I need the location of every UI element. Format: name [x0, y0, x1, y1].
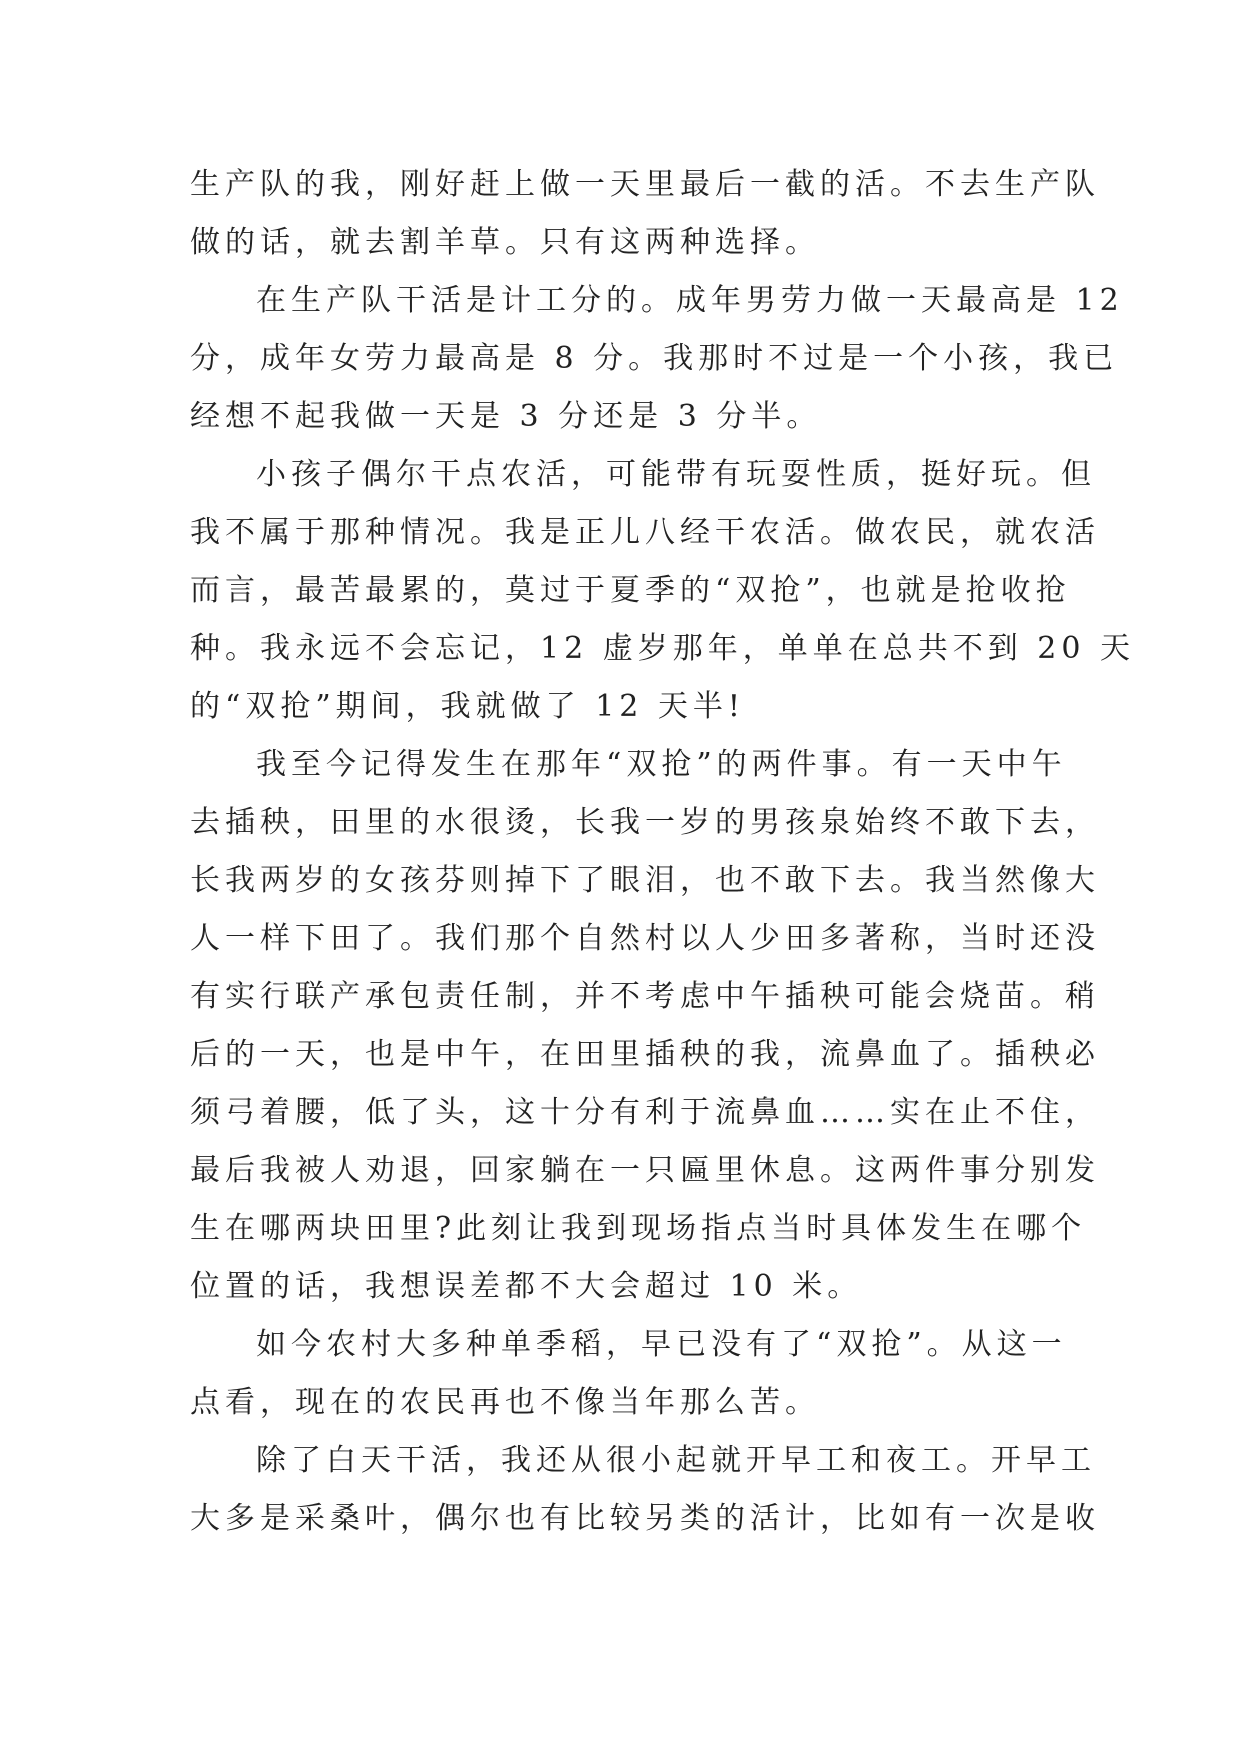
text-line: 点看，现在的农民再也不像当年那么苦。: [190, 1385, 820, 1420]
text-line: 后的一天，也是中午，在田里插秧的我，流鼻血了。插秧必: [190, 1037, 1100, 1072]
document-body: [190, 156, 1135, 1548]
text-line: 大多是采桑叶，偶尔也有比较另类的活计，比如有一次是收: [190, 1501, 1100, 1536]
text-line: 种。我永远不会忘记，12 虚岁那年，单单在总共不到 20 天: [190, 631, 1135, 666]
text-line: 分，成年女劳力最高是 8 分。我那时不过是一个小孩，我已: [190, 341, 1119, 376]
text-line: 在生产队干活是计工分的。成年男劳力做一天最高是 12: [256, 283, 1124, 318]
text-line: 如今农村大多种单季稻，早已没有了“双抢”。从这一: [256, 1327, 1067, 1362]
text-line: 生产队的我，刚好赶上做一天里最后一截的活。不去生产队: [190, 167, 1100, 202]
text-line: 最后我被人劝退，回家躺在一只匾里休息。这两件事分别发: [190, 1153, 1100, 1188]
text-line: 而言，最苦最累的，莫过于夏季的“双抢”，也就是抢收抢: [190, 573, 1071, 608]
text-line: 位置的话，我想误差都不大会超过 10 米。: [190, 1269, 863, 1304]
text-line: 小孩子偶尔干点农活，可能带有玩耍性质，挺好玩。但: [256, 457, 1096, 492]
text-line: 经想不起我做一天是 3 分还是 3 分半。: [190, 399, 822, 434]
text-line: 生在哪两块田里?此刻让我到现场指点当时具体发生在哪个: [190, 1211, 1087, 1246]
text-line: 须弓着腰，低了头，这十分有利于流鼻血……实在止不住，: [190, 1095, 1100, 1130]
text-line: 的“双抢”期间，我就做了 12 天半!: [190, 689, 745, 724]
text-line: 做的话，就去割羊草。只有这两种选择。: [190, 225, 820, 260]
text-line: 去插秧，田里的水很烫，长我一岁的男孩泉始终不敢下去，: [190, 805, 1100, 840]
text-line: 有实行联产承包责任制，并不考虑中午插秧可能会烧苗。稍: [190, 979, 1100, 1014]
text-line: 长我两岁的女孩芬则掉下了眼泪，也不敢下去。我当然像大: [190, 863, 1100, 898]
text-line: 我至今记得发生在那年“双抢”的两件事。有一天中午: [256, 747, 1067, 782]
text-line: 人一样下田了。我们那个自然村以人少田多著称，当时还没: [190, 921, 1100, 956]
text-line: 我不属于那种情况。我是正儿八经干农活。做农民，就农活: [190, 515, 1100, 550]
text-line: 除了白天干活，我还从很小起就开早工和夜工。开早工: [256, 1443, 1096, 1478]
